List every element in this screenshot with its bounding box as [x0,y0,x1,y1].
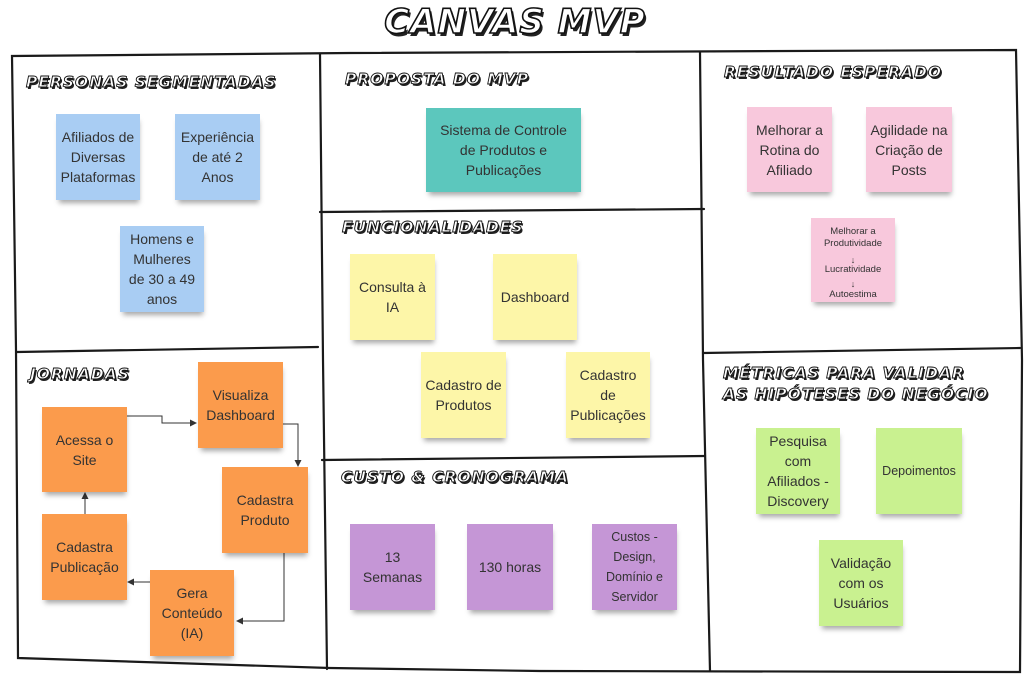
note-text: Acessa o Site [55,431,114,468]
sticky-note-validacao[interactable] [819,540,903,626]
metricas-title-line1: MÉTRICAS PARA VALIDAR [723,364,965,382]
chain-step-2: Lucratividade [824,264,882,275]
note-text: Melhorar a Rotina do Afiliado [756,121,823,178]
arrow-acessa-to-visualiza [127,416,196,423]
note-text: Depoimentos [882,464,956,478]
note-text: Experiência de até 2 Anos [180,129,255,185]
metricas-title-line2: AS HIPÓTESES DO NEGÓCIO [723,385,989,403]
proposta-title: PROPOSTA DO MVP [345,70,530,88]
note-text: Pesquisa com Afiliados - Discovery [767,433,829,509]
note-text: Agilidade na Criação de Posts [870,121,948,178]
note-text: 13 Semanas [362,549,423,585]
sticky-note-cadastra-produto[interactable] [222,467,308,553]
note-text: Gera Conteúdo (IA) [161,585,223,641]
arrow-visualiza-to-cadastra-produto [283,424,298,466]
note-text: Cadastro de Publicações [570,367,646,423]
chain-step-3: Autoestima [829,289,877,300]
canvas-title: CANVAS MVP [384,2,646,42]
note-text: Consulta à IA [359,279,426,315]
personas-title: PERSONAS SEGMENTADAS [26,73,277,91]
note-text: Visualiza Dashboard [206,387,275,423]
arrow-cadastra-produto-to-gera [237,553,284,621]
note-text: Cadastra Produto [236,492,294,528]
note-text: Dashboard [500,289,570,305]
chain-arrow-1: ↓ [850,255,856,265]
sticky-note-cadastra-publicacao[interactable] [42,514,127,600]
sticky-note-horas[interactable] [467,524,553,610]
note-text: Cadastra Publicação [50,539,119,575]
custo-title: CUSTO & CRONOGRAMA [341,468,569,486]
sticky-note-acessa-site[interactable] [42,407,127,492]
note-text: Homens e Mulheres de 30 a 49 anos [128,231,196,307]
note-text: Sistema de Controle de Produtos e Publicações [440,122,567,178]
note-text: Validação com os Usuários [830,555,892,611]
sticky-note-pesquisa[interactable] [756,428,840,514]
sticky-note-depoimentos[interactable] [876,428,962,514]
sticky-note-visualiza-dashboard[interactable] [198,362,283,448]
chain-arrow-2: ↓ [850,279,856,289]
sticky-note-custos[interactable] [592,524,677,610]
note-text: 130 horas [478,559,542,575]
funcionalidades-title: FUNCIONALIDADES [342,218,524,236]
note-text: Custos - Design, Domínio e Servidor [606,530,663,604]
chain-text-1: Melhorar a Produtividade [823,226,883,249]
note-text: Afiliados de Diversas Plataformas [60,129,136,185]
jornadas-title: JORNADAS [30,365,130,383]
resultado-title: RESULTADO ESPERADO [724,63,943,81]
sticky-note-gera-conteudo[interactable] [150,570,234,656]
note-text: Cadastro de Produtos [425,377,502,413]
sticky-note-semanas[interactable] [350,524,435,610]
